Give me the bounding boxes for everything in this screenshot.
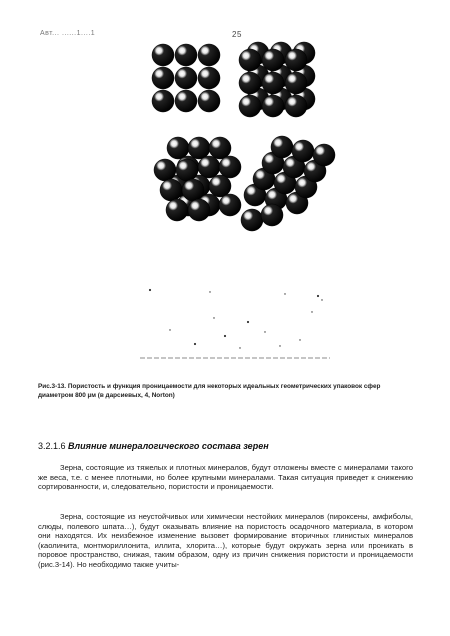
plot-dot [247,321,249,323]
plot-dot [149,289,151,291]
sphere [262,72,284,94]
plot-dot [279,345,280,346]
sphere [175,67,197,89]
sphere [285,49,307,71]
sphere [261,204,283,226]
sphere [292,140,314,162]
sphere [154,159,176,181]
section-title-text: Влияние минералогического состава зерен [68,441,269,451]
sphere [313,144,335,166]
offset-packing-diagram [239,42,315,117]
sphere [188,137,210,159]
plot-dot [209,291,210,292]
sphere [209,175,231,197]
figure-caption: Рис.3-13. Пористость и функция проницаемости для некоторых идеальных геометрических упаковок сфер диаметром 800 µм (в дарсиевых, 4, Norton) [38,383,381,399]
plot-dot [321,299,322,300]
sphere [271,136,293,158]
sphere [262,49,284,71]
sphere [285,95,307,117]
sphere [198,67,220,89]
plot-dot [311,311,312,312]
section-number: 3.2.1.6 [38,441,66,451]
sphere [198,156,220,178]
page-number: 25 [232,30,242,39]
sphere [219,194,241,216]
body-paragraph: Зерна, состоящие из неустойчивых или химически нестойких минералов (пироксены, амфиболы, слюды, полевого шпата…), будут оказывать влияние на пористость осадочного материала, в котором они находятся. Их неизбежное изменение вызовет формирование вторичных глинистых минералов (каолинита, монтмориллонита, иллита, хлорита…), которые будут окружать зерна или проникать в поровое пространство, снижая, таким образом, одну из причин снижения пористости и проницаемости (рис.3-14). Но необходимо также учиты- [38,512,413,569]
sphere [167,137,189,159]
plot-dot [169,329,170,330]
plot-dot [213,317,214,318]
running-header: Авт... ......1....1 [40,30,96,37]
sphere [209,137,231,159]
sphere [175,90,197,112]
section-heading [38,441,413,451]
plot-dot [317,295,319,297]
sphere [285,72,307,94]
plot-dot [194,343,196,345]
rhombohedral-packing-diagram [154,137,241,221]
plot-dot [224,335,226,337]
body-paragraph: Зерна, состоящие из тяжелых и плотных минералов, будут отложены вместе с минералами такого же веса, т.е. с менее плотными, но более крупными минералами. Такая ситуация приведет к снижению сортированности, и, следовательно, пористости и проницаемости. [38,463,413,492]
sphere [198,44,220,66]
sphere [176,159,198,181]
plot-dot [284,293,285,294]
sphere [262,95,284,117]
sphere [239,72,261,94]
sphere [241,209,263,231]
sphere [152,44,174,66]
sphere [152,90,174,112]
faded-plot-remnant [140,289,330,358]
sphere [239,49,261,71]
sphere [182,179,204,201]
cubic-packing-diagram [152,44,220,112]
sphere [152,67,174,89]
plot-dot [239,347,240,348]
sphere [239,95,261,117]
sphere [219,156,241,178]
plot-dot [264,331,265,332]
sphere [160,179,182,201]
sphere [175,44,197,66]
sphere [166,199,188,221]
sphere [188,199,210,221]
sphere [198,90,220,112]
plot-dot [299,339,300,340]
oblique-packing-diagram [241,136,335,231]
